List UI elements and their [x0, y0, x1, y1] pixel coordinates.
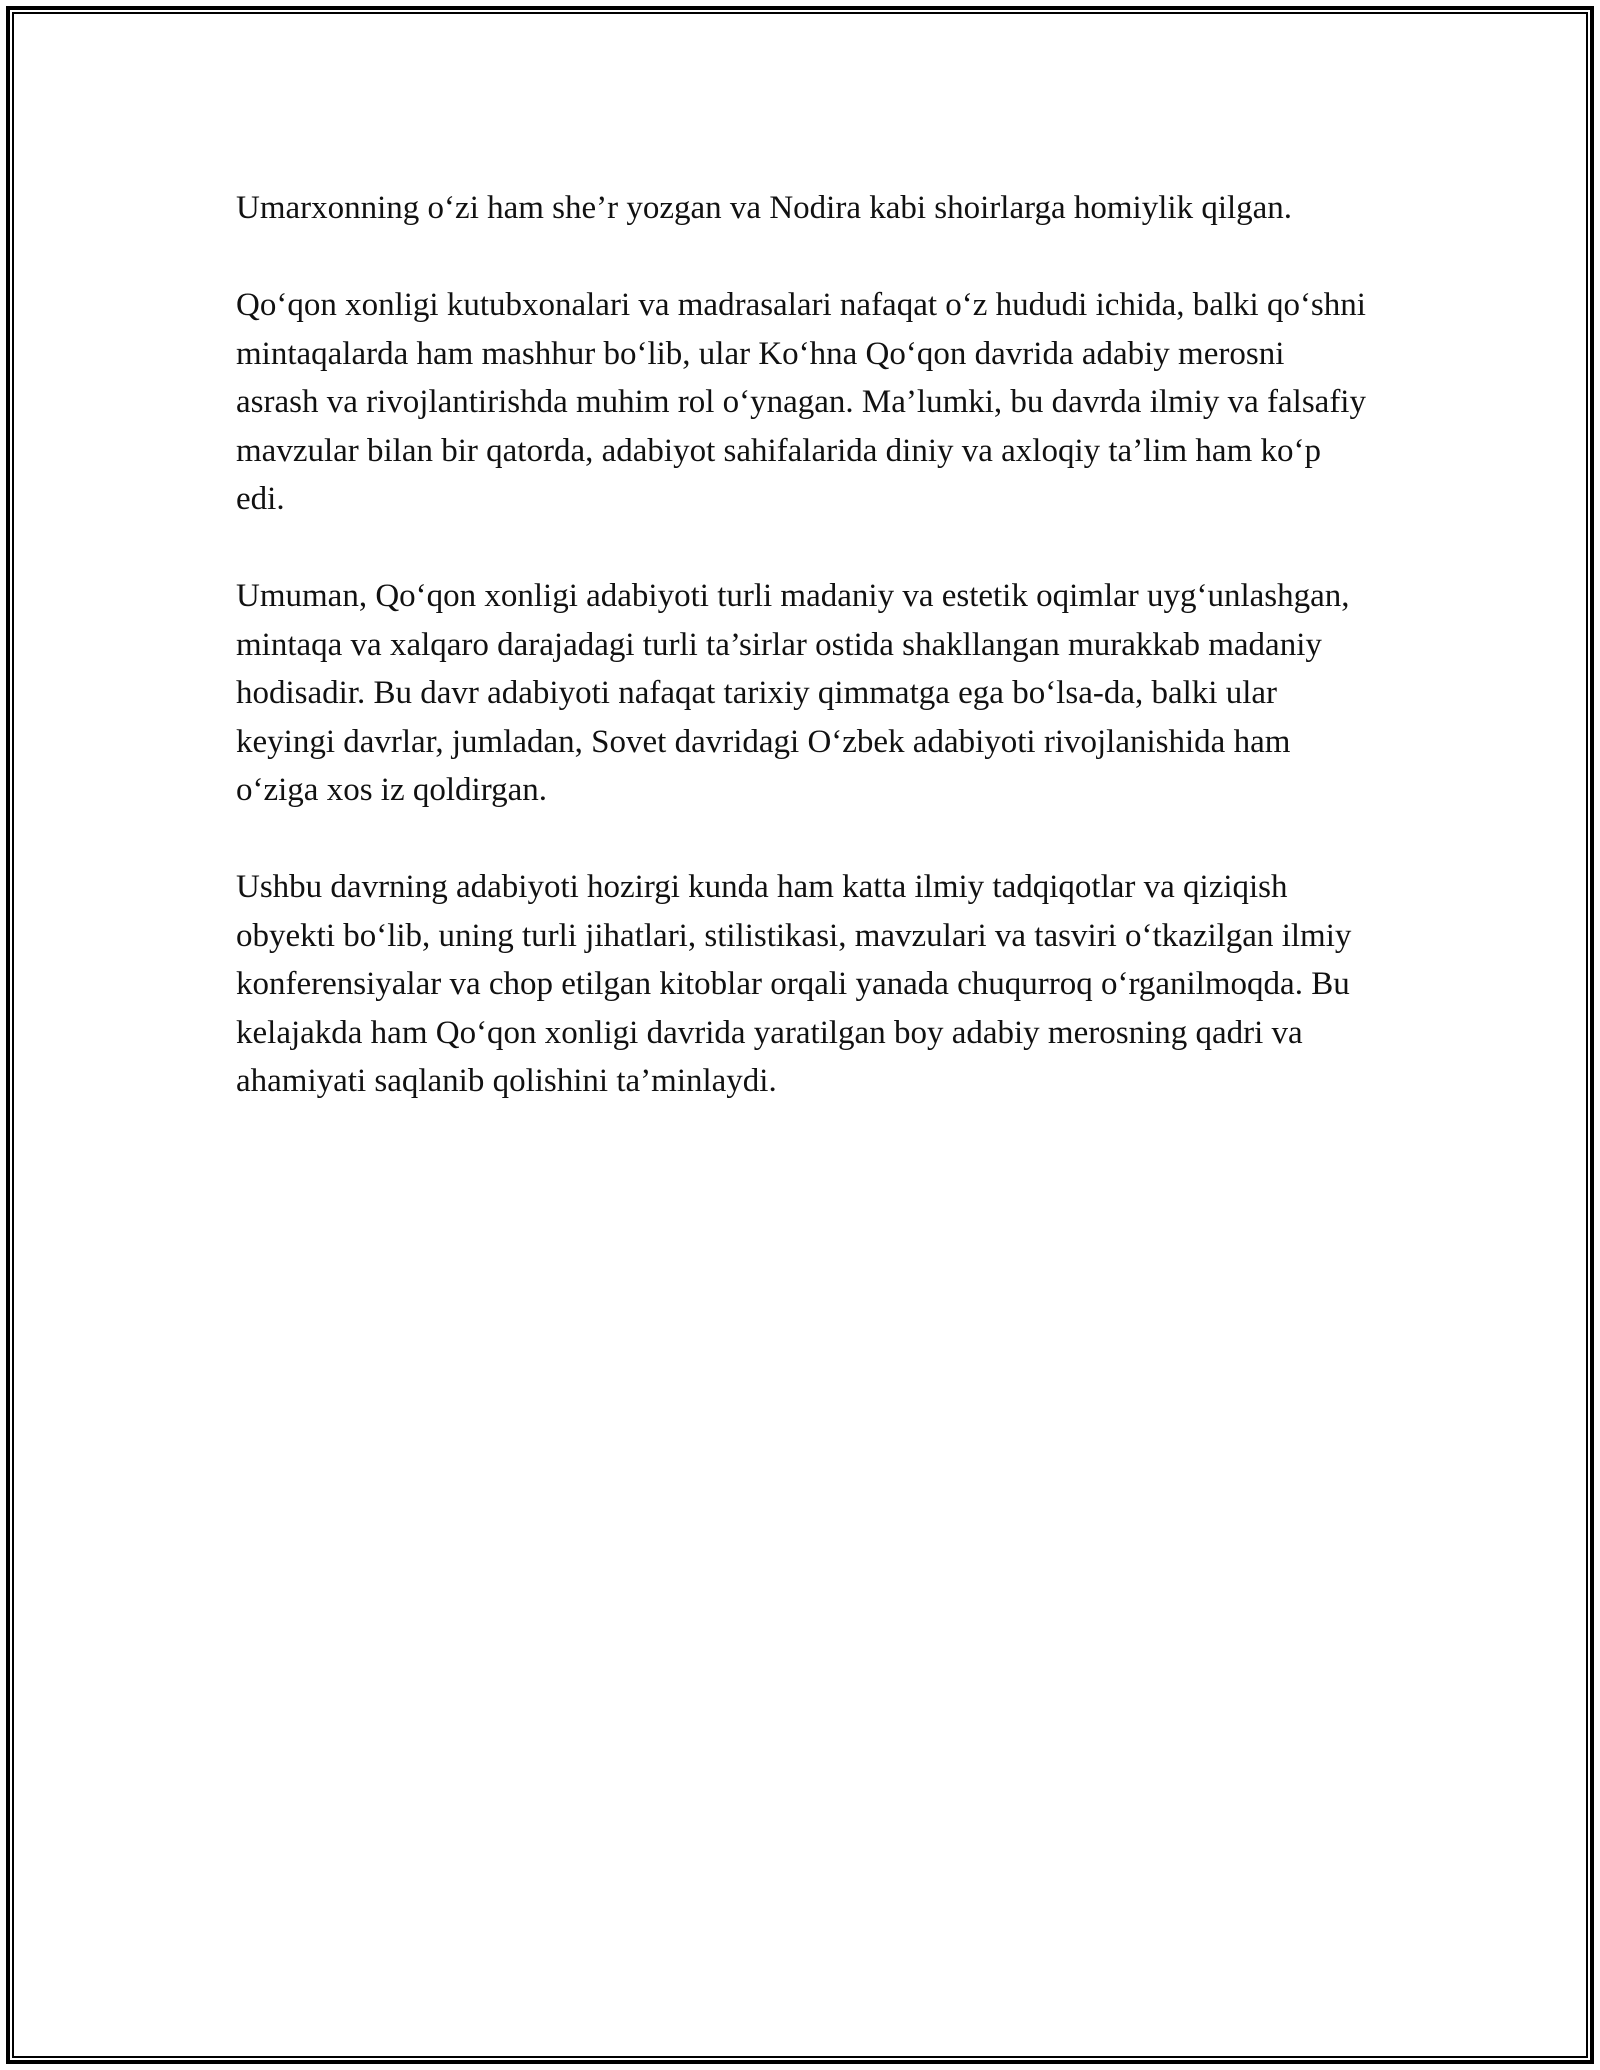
document-body	[236, 184, 1366, 1154]
paragraph: Umarxonning o‘zi ham she’r yozgan va Nodira kabi shoirlarga homiylik qilgan.	[236, 190, 1293, 226]
paragraph: Umuman, Qo‘qon xonligi adabiyoti turli madaniy va estetik oqimlar uyg‘unlashgan, mintaqa va xalqaro darajadagi turli ta’sirlar ostida shakllangan murakkab madaniy hodisadir. Bu davr adabiyoti nafaqat tarixiy qimmatga ega bo‘lsa-da, balki ular keyingi davrlar, jumladan, Sovet davridagi O‘zbek adabiyoti rivojlanishida ham o‘ziga xos iz qoldirgan.	[236, 578, 1350, 808]
paragraph: Ushbu davrning adabiyoti hozirgi kunda ham katta ilmiy tadqiqotlar va qiziqish obyekti bo‘lib, uning turli jihatlari, stilistikasi, mavzulari va tasviri o‘tkazilgan ilmiy konferensiyalar va chop etilgan kitoblar orqali yanada chuqurroq o‘rganilmoqda. Bu kelajakda ham Qo‘qon xonligi davrida yaratilgan boy adabiy merosning qadri va ahamiyati saqlanib qolishini ta’minlaydi.	[236, 869, 1352, 1099]
paragraph: Qo‘qon xonligi kutubxonalari va madrasalari nafaqat o‘z hududi ichida, balki qo‘shni mintaqalarda ham mashhur bo‘lib, ular Ko‘hna Qo‘qon davrida adabiy merosni asrash va rivojlantirishda muhim rol o‘ynagan. Ma’lumki, bu davrda ilmiy va falsafiy mavzular bilan bir qatorda, adabiyot sahifalarida diniy va axloqiy ta’lim ham ko‘p edi.	[236, 287, 1366, 517]
